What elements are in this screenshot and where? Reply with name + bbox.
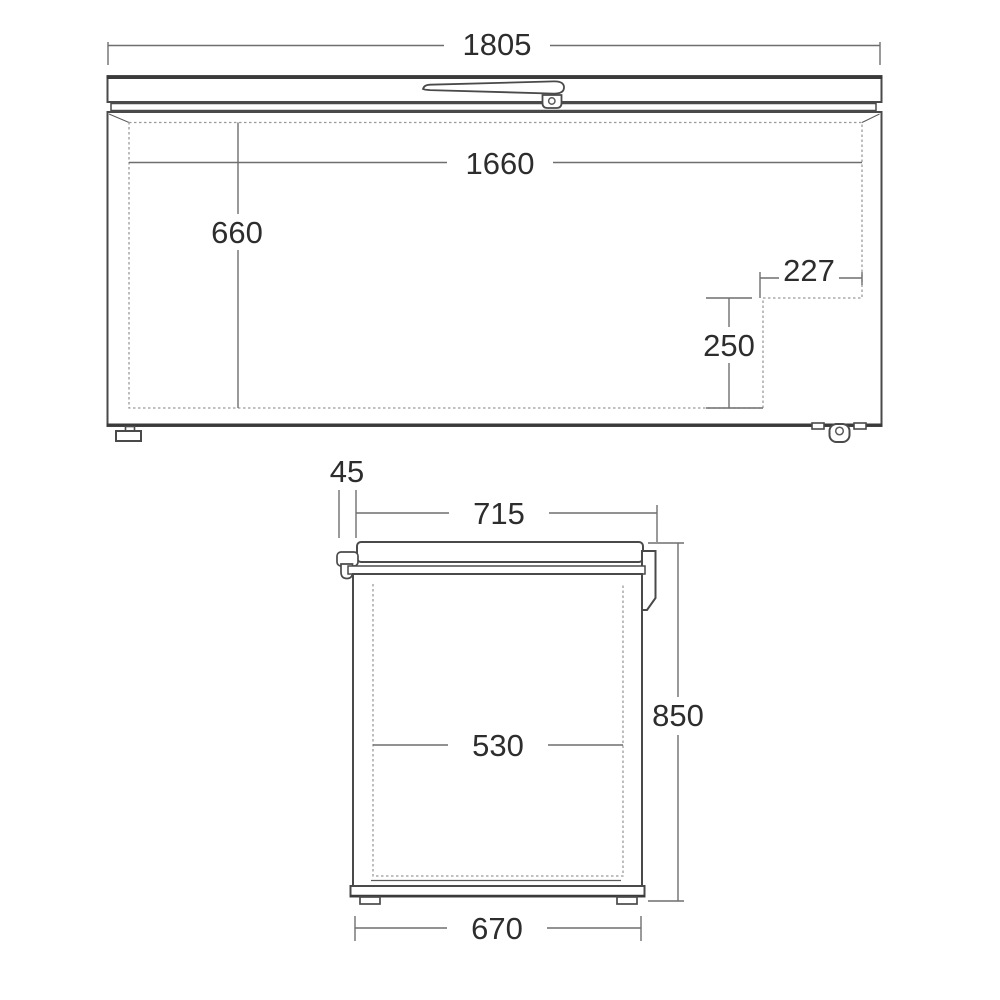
- dim-label-overall-width: 1805: [462, 27, 532, 62]
- dim-label-recess-width: 227: [783, 253, 835, 288]
- front-left-foot: [116, 427, 141, 442]
- dim-bottom-depth: [355, 910, 641, 946]
- dim-top-depth: [356, 495, 657, 542]
- front-caster-tab-right: [854, 423, 866, 429]
- front-left-foot-pad: [116, 431, 141, 441]
- freezer-side-outline: [337, 542, 656, 904]
- dim-overall-width: [108, 26, 880, 65]
- front-lock-latch: [543, 95, 562, 108]
- side-lid-seal-strip: [348, 566, 645, 574]
- front-view: [107, 26, 883, 442]
- side-left-foot: [360, 897, 380, 904]
- dim-label-top-depth: 715: [473, 496, 525, 531]
- dim-label-inner-height: 660: [211, 215, 263, 250]
- front-right-caster: [812, 423, 866, 442]
- side-view: [330, 454, 711, 946]
- dim-label-overall-height: 850: [652, 698, 704, 733]
- dim-label-inner-depth: 530: [472, 728, 524, 763]
- freezer-front-outline: [107, 76, 883, 442]
- side-lid: [357, 542, 643, 562]
- dim-label-recess-height: 250: [703, 328, 755, 363]
- dim-label-inner-width: 1660: [465, 146, 535, 181]
- dim-handle-overhang: [330, 454, 364, 538]
- dim-label-bottom-depth: 670: [471, 911, 523, 946]
- side-hinge: [642, 551, 656, 610]
- dim-label-handle-overhang: 45: [329, 454, 365, 489]
- front-lid-seal-strip: [111, 104, 876, 111]
- front-caster-tab-left: [812, 423, 824, 429]
- side-right-foot: [617, 897, 637, 904]
